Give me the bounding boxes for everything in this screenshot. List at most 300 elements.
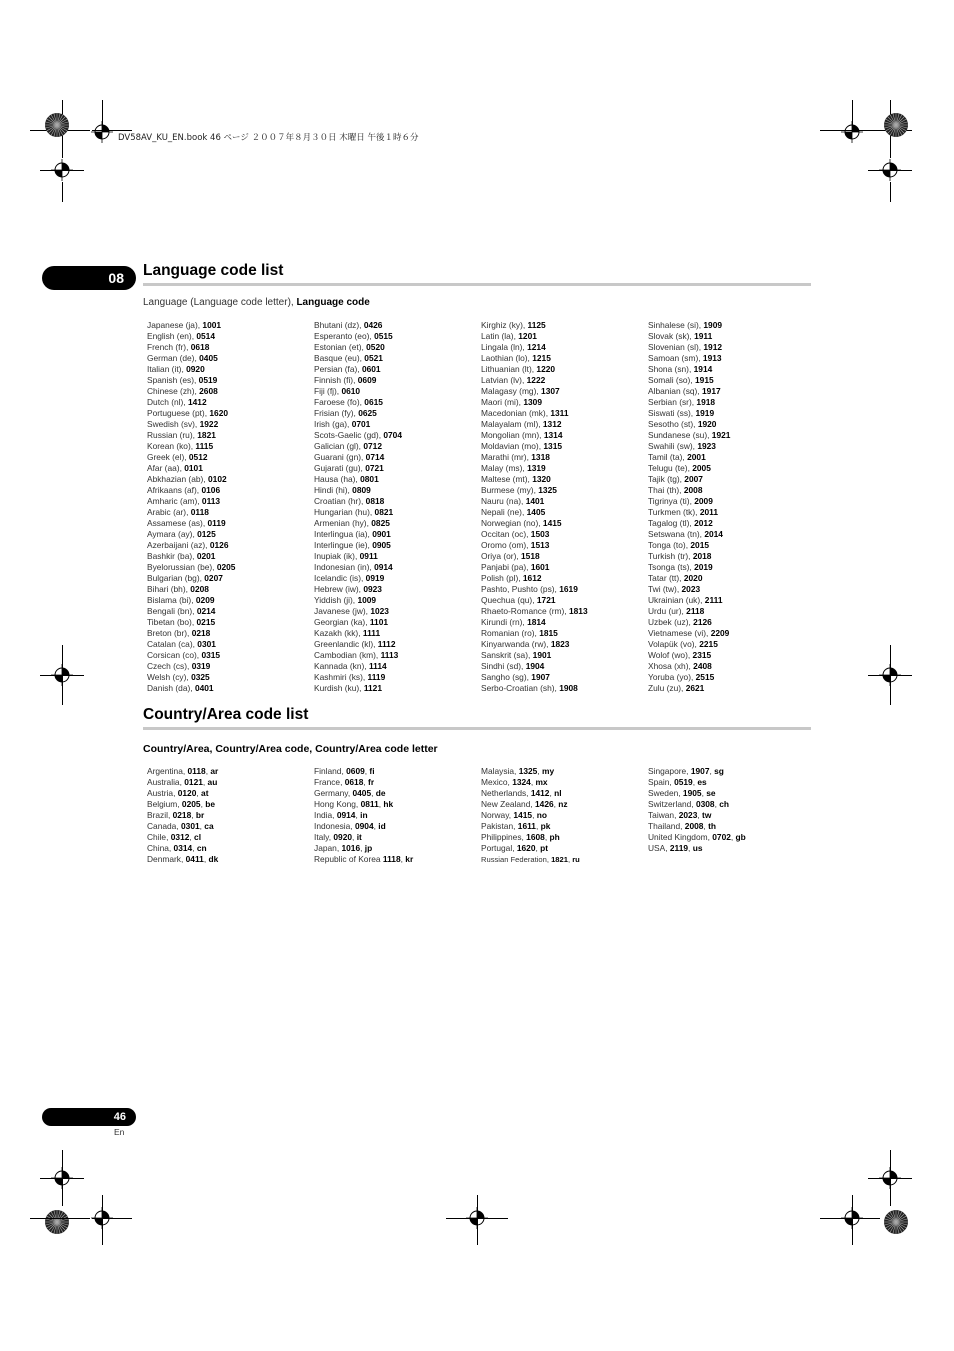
crop-line <box>890 1150 891 1206</box>
country-code-letter: cl <box>194 832 202 842</box>
language-name: Sangho (sg), <box>481 672 532 682</box>
language-name: Malayalam (ml), <box>481 419 543 429</box>
language-code: 0615 <box>364 397 383 407</box>
language-code: 2019 <box>694 562 713 572</box>
language-entry <box>314 529 480 540</box>
language-entry <box>648 320 814 331</box>
country-code: 1426 <box>535 799 554 809</box>
language-entry <box>648 628 814 639</box>
language-name: Scots-Gaelic (gd), <box>314 430 384 440</box>
language-entry <box>481 419 647 430</box>
language-code: 0106 <box>201 485 221 495</box>
country-name: China, <box>147 843 174 853</box>
language-code: 0825 <box>371 518 390 528</box>
country-code: 0618 <box>344 777 364 787</box>
country-separator: , <box>714 799 720 809</box>
country-separator: , <box>553 799 559 809</box>
language-entry <box>147 507 313 518</box>
country-column-2 <box>314 766 480 865</box>
language-name: Georgian (ka), <box>314 617 370 627</box>
crop-line <box>30 1218 90 1219</box>
language-entry <box>147 331 313 342</box>
language-name: Inupiak (ik), <box>314 551 360 561</box>
language-name: Slovenian (sl), <box>648 342 704 352</box>
country-separator: , <box>535 821 541 831</box>
language-intro-bold: Language code <box>296 297 370 308</box>
language-code: 0426 <box>363 320 383 330</box>
language-name: Sinhalese (si), <box>648 320 704 330</box>
country-name: Norway, <box>481 810 514 820</box>
language-code: 2008 <box>683 485 703 495</box>
language-name: Russian (ru), <box>147 430 198 440</box>
language-name: Zulu (zu), <box>648 683 686 693</box>
language-name: Hungarian (hu), <box>314 507 375 517</box>
language-entry <box>147 617 313 628</box>
language-code: 1911 <box>694 331 713 341</box>
country-code-letter: se <box>706 788 716 798</box>
language-name: Occitan (oc), <box>481 529 531 539</box>
language-name: Bhutani (dz), <box>314 320 364 330</box>
language-entry <box>648 639 814 650</box>
language-entry <box>314 661 480 672</box>
language-name: Finnish (fi), <box>314 375 358 385</box>
language-name: Latvian (lv), <box>481 375 527 385</box>
language-name: Corsican (co), <box>147 650 202 660</box>
country-code-letter: hk <box>383 799 394 809</box>
language-code: 1311 <box>550 408 569 418</box>
language-entry <box>481 463 647 474</box>
language-name: Somali (so), <box>648 375 696 385</box>
country-code-letter: de <box>375 788 386 798</box>
language-entry <box>481 661 647 672</box>
language-entry <box>147 661 313 672</box>
country-code: 0218 <box>172 810 192 820</box>
language-code: 1815 <box>539 628 558 638</box>
country-code: 1821 <box>551 855 568 864</box>
language-code: 2215 <box>699 639 718 649</box>
language-name: Abkhazian (ab), <box>147 474 208 484</box>
country-name: Indonesia, <box>314 821 355 831</box>
country-name: Australia, <box>147 777 185 787</box>
crop-line <box>92 1218 132 1219</box>
country-name: Austria, <box>147 788 178 798</box>
country-code: 0914 <box>336 810 356 820</box>
language-name: Malagasy (mg), <box>481 386 542 396</box>
language-code: 1619 <box>559 584 578 594</box>
country-name: Switzerland, <box>648 799 696 809</box>
country-column-1 <box>147 766 313 865</box>
language-entry <box>481 320 647 331</box>
language-name: Shona (sn), <box>648 364 694 374</box>
language-entry <box>147 485 313 496</box>
language-name: Turkish (tr), <box>648 551 693 561</box>
language-code: 0512 <box>188 452 208 462</box>
language-entry <box>314 397 480 408</box>
language-code: 1915 <box>695 375 714 385</box>
language-name: Bashkir (ba), <box>147 551 197 561</box>
language-code: 0801 <box>360 474 379 484</box>
country-entry <box>147 810 313 821</box>
language-entry <box>147 628 313 639</box>
language-entry <box>648 386 814 397</box>
country-code-letter: cn <box>196 843 207 853</box>
country-entry <box>648 799 814 810</box>
crop-line <box>62 645 63 705</box>
country-code-letter: jp <box>364 843 373 853</box>
language-code: 1314 <box>543 430 563 440</box>
language-entry <box>481 375 647 386</box>
country-entry <box>648 788 814 799</box>
language-entry <box>648 375 814 386</box>
country-name: Chile, <box>147 832 171 842</box>
language-code: 0401 <box>194 683 214 693</box>
language-name: Javanese (jw), <box>314 606 371 616</box>
language-name: Tonga (to), <box>648 540 691 550</box>
language-entry <box>648 518 814 529</box>
language-code: 1113 <box>380 650 399 660</box>
star-target-icon <box>883 1209 909 1235</box>
language-entry <box>648 595 814 606</box>
language-code: 0207 <box>204 573 223 583</box>
language-entry <box>314 331 480 342</box>
crop-line <box>890 645 891 705</box>
language-entry <box>314 639 480 650</box>
country-name: Italy, <box>314 832 334 842</box>
language-name: Cambodian (km), <box>314 650 381 660</box>
language-entry <box>147 386 313 397</box>
language-code: 1612 <box>522 573 542 583</box>
language-entry <box>147 529 313 540</box>
language-entry <box>648 683 814 694</box>
country-code: 2023 <box>678 810 698 820</box>
language-name: Twi (tw), <box>648 584 682 594</box>
language-entry <box>147 650 313 661</box>
country-code: 0519 <box>674 777 693 787</box>
language-entry <box>481 496 647 507</box>
country-separator: , <box>692 777 698 787</box>
language-code: 1318 <box>531 452 550 462</box>
language-name: Aymara (ay), <box>147 529 198 539</box>
language-entry <box>481 507 647 518</box>
country-code: 1415 <box>513 810 533 820</box>
language-name: Swahili (sw), <box>648 441 698 451</box>
language-code: 1814 <box>527 617 546 627</box>
country-name: Netherlands, <box>481 788 531 798</box>
language-entry <box>481 617 647 628</box>
language-name: Uzbek (uz), <box>648 617 694 627</box>
country-entry <box>147 832 313 843</box>
country-entry <box>648 777 814 788</box>
language-name: Mongolian (mn), <box>481 430 544 440</box>
language-name: Vietnamese (vi), <box>648 628 711 638</box>
country-code-letter: kr <box>405 854 414 864</box>
language-entry <box>314 496 480 507</box>
language-entry <box>147 474 313 485</box>
country-code-letter: pt <box>540 843 549 853</box>
country-separator: , <box>203 854 209 864</box>
language-code: 0914 <box>374 562 393 572</box>
country-code-letter: br <box>195 810 205 820</box>
language-name: Croatian (hr), <box>314 496 366 506</box>
country-code-letter: gb <box>735 832 746 842</box>
language-code: 1405 <box>526 507 546 517</box>
country-name: India, <box>314 810 337 820</box>
language-name: English (en), <box>147 331 197 341</box>
language-entry <box>481 518 647 529</box>
language-entry <box>314 584 480 595</box>
language-name: French (fr), <box>147 342 191 352</box>
country-entry <box>481 843 647 854</box>
country-entry <box>314 799 480 810</box>
country-name: Canada, <box>147 821 181 831</box>
language-entry <box>314 320 480 331</box>
language-code: 1307 <box>541 386 560 396</box>
language-entry <box>147 430 313 441</box>
country-separator: , <box>192 843 197 853</box>
language-code: 0714 <box>365 452 385 462</box>
language-name: Sesotho (st), <box>648 419 698 429</box>
country-name: Philippines, <box>481 832 527 842</box>
language-entry <box>147 463 313 474</box>
language-entry <box>481 408 647 419</box>
language-name: Kashmiri (ks), <box>314 672 368 682</box>
language-entry <box>648 606 814 617</box>
language-name: Interlingue (ie), <box>314 540 373 550</box>
language-name: Kinyarwanda (rw), <box>481 639 551 649</box>
language-name: Hausa (ha), <box>314 474 361 484</box>
language-entry <box>648 529 814 540</box>
language-name: Assamese (as), <box>147 518 208 528</box>
country-code-letter: no <box>536 810 547 820</box>
language-code: 0625 <box>358 408 377 418</box>
language-name: Swedish (sv), <box>147 419 200 429</box>
language-code: 0113 <box>201 496 221 506</box>
language-entry <box>648 672 814 683</box>
language-name: Czech (cs), <box>147 661 192 671</box>
language-code: 2009 <box>694 496 713 506</box>
language-name: Basque (eu), <box>314 353 365 363</box>
language-name: Serbo-Croatian (sh), <box>481 683 560 693</box>
language-entry <box>648 452 814 463</box>
language-name: Persian (fa), <box>314 364 362 374</box>
language-code: 0201 <box>196 551 216 561</box>
language-code: 0911 <box>359 551 378 561</box>
country-separator: , <box>371 788 376 798</box>
language-entry <box>648 617 814 628</box>
country-separator: , <box>567 855 573 864</box>
language-code: 1214 <box>527 342 546 352</box>
language-entry <box>147 320 313 331</box>
language-name: Azerbaijani (az), <box>147 540 210 550</box>
country-entry <box>648 810 814 821</box>
language-code: 0208 <box>190 584 209 594</box>
language-entry <box>314 683 480 694</box>
language-code: 0102 <box>208 474 227 484</box>
language-code: 1518 <box>521 551 540 561</box>
language-name: Fiji (fj), <box>314 386 342 396</box>
country-entry <box>481 810 647 821</box>
language-entry <box>481 331 647 342</box>
country-name: Thailand, <box>648 821 685 831</box>
language-name: Dutch (nl), <box>147 397 188 407</box>
crop-line <box>852 1195 853 1245</box>
language-name: Arabic (ar), <box>147 507 191 517</box>
language-name: Pashto, Pushto (ps), <box>481 584 560 594</box>
country-code: 0904 <box>354 821 374 831</box>
language-entry <box>481 353 647 364</box>
country-code: 0118 <box>187 766 206 776</box>
language-code: 1119 <box>367 672 386 682</box>
language-code: 0519 <box>198 375 218 385</box>
language-code: 1513 <box>530 540 550 550</box>
registration-mark-icon <box>841 121 863 143</box>
country-separator: , <box>205 766 211 776</box>
country-separator: , <box>199 821 205 831</box>
language-name: Amharic (am), <box>147 496 202 506</box>
country-name: Russian Federation, <box>481 855 552 864</box>
language-code: 1721 <box>536 595 556 605</box>
language-name: Norwegian (no), <box>481 518 543 528</box>
country-code: 0609 <box>346 766 365 776</box>
language-name: Burmese (my), <box>481 485 539 495</box>
language-code: 0514 <box>196 331 215 341</box>
language-code: 1125 <box>527 320 546 330</box>
language-entry <box>314 507 480 518</box>
language-code: 2126 <box>693 617 712 627</box>
language-code: 0618 <box>190 342 210 352</box>
language-name: Kirundi (rn), <box>481 617 528 627</box>
language-entry <box>147 606 313 617</box>
language-code: 1503 <box>530 529 550 539</box>
language-code: 2209 <box>710 628 730 638</box>
language-name: Faroese (fo), <box>314 397 365 407</box>
language-code: 0521 <box>364 353 383 363</box>
country-separator: , <box>196 788 202 798</box>
language-name: Sundanese (su), <box>648 430 712 440</box>
language-entry <box>481 606 647 617</box>
language-name: Hindi (hi), <box>314 485 353 495</box>
star-target-icon <box>44 1209 70 1235</box>
language-name: Indonesian (in), <box>314 562 375 572</box>
language-code: 2515 <box>695 672 715 682</box>
language-entry <box>648 661 814 672</box>
country-name: Republic of Korea <box>314 854 383 864</box>
country-code: 2119 <box>669 843 689 853</box>
country-code: 1905 <box>682 788 702 798</box>
language-code: 2005 <box>692 463 711 473</box>
country-code-letter: pk <box>540 821 551 831</box>
language-code: 1909 <box>703 320 723 330</box>
language-name: Tamil (ta), <box>648 452 688 462</box>
language-code: 1920 <box>697 419 717 429</box>
country-separator: , <box>360 843 365 853</box>
language-code: 2012 <box>694 518 713 528</box>
country-name: Malaysia, <box>481 766 519 776</box>
language-code: 1215 <box>532 353 551 363</box>
language-code: 0215 <box>196 617 216 627</box>
country-entry <box>147 777 313 788</box>
language-code: 1620 <box>209 408 229 418</box>
language-entry <box>648 507 814 518</box>
country-code: 0411 <box>185 854 204 864</box>
language-entry <box>648 573 814 584</box>
language-entry <box>481 639 647 650</box>
language-name: Armenian (hy), <box>314 518 372 528</box>
language-code: 1821 <box>197 430 216 440</box>
language-entry <box>648 331 814 342</box>
language-name: Serbian (sr), <box>648 397 697 407</box>
language-code: 1325 <box>538 485 557 495</box>
language-code: 1914 <box>693 364 713 374</box>
country-code: 0405 <box>352 788 372 798</box>
language-name: Japanese (ja), <box>147 320 203 330</box>
language-name: Catalan (ca), <box>147 639 198 649</box>
language-name: Bislama (bi), <box>147 595 196 605</box>
language-entry <box>648 540 814 551</box>
country-name: Argentina, <box>147 766 188 776</box>
crop-line <box>62 1150 63 1206</box>
language-code: 1315 <box>543 441 563 451</box>
country-separator: , <box>688 843 693 853</box>
language-code: 0319 <box>191 661 211 671</box>
language-name: Maltese (mt), <box>481 474 533 484</box>
language-code: 0209 <box>195 595 215 605</box>
language-code: 0923 <box>363 584 382 594</box>
language-code: 0301 <box>197 639 216 649</box>
language-name: Siswati (ss), <box>648 408 696 418</box>
country-separator: , <box>202 777 208 787</box>
language-name: Macedonian (mk), <box>481 408 551 418</box>
language-section-rule <box>143 283 811 286</box>
language-code: 0809 <box>352 485 371 495</box>
language-code: 0205 <box>216 562 236 572</box>
language-entry <box>314 342 480 353</box>
language-code: 0821 <box>374 507 394 517</box>
language-code: 1415 <box>542 518 562 528</box>
language-name: Greenlandic (kl), <box>314 639 378 649</box>
country-separator: , <box>530 777 536 787</box>
language-entry <box>314 518 480 529</box>
country-code-letter: th <box>708 821 716 831</box>
language-name: Lingala (ln), <box>481 342 528 352</box>
country-name: Taiwan, <box>648 810 679 820</box>
language-entry <box>147 584 313 595</box>
country-entry <box>648 843 814 854</box>
language-name: Byelorussian (be), <box>147 562 217 572</box>
registration-mark-icon <box>91 121 113 143</box>
country-code-letter: sg <box>714 766 724 776</box>
language-code: 1201 <box>518 331 537 341</box>
language-code: 0721 <box>365 463 384 473</box>
language-name: Danish (da), <box>147 683 195 693</box>
language-name: Tibetan (bo), <box>147 617 197 627</box>
language-intro <box>143 297 370 308</box>
country-code-letter: nl <box>554 788 562 798</box>
language-entry <box>147 397 313 408</box>
country-code-letter: ch <box>719 799 730 809</box>
country-code: 0301 <box>181 821 200 831</box>
language-entry <box>648 397 814 408</box>
language-entry <box>648 441 814 452</box>
country-code: 0811 <box>360 799 379 809</box>
language-entry <box>648 419 814 430</box>
language-column-1 <box>147 320 313 694</box>
language-entry <box>481 584 647 595</box>
language-code: 0119 <box>207 518 226 528</box>
language-name: Turkmen (tk), <box>648 507 700 517</box>
language-code: 1319 <box>527 463 546 473</box>
country-entry <box>481 832 647 843</box>
